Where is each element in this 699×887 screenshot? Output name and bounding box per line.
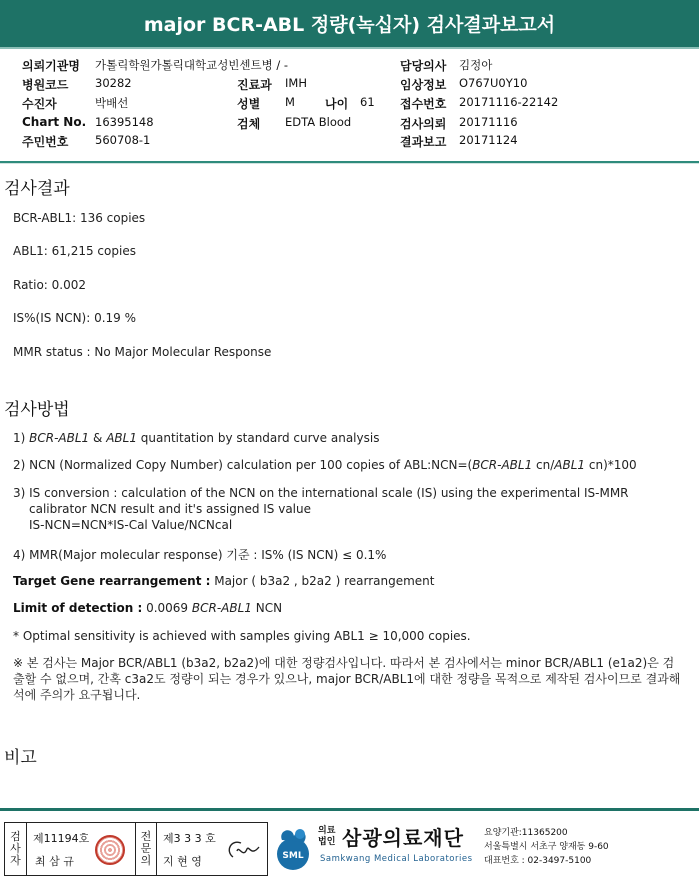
- disclaimer-note: ※ 본 검사는 Major BCR/ABL1 (b3a2, b2a2)에 대한 정량검사입니다. 따라서 본 검사에서는 minor BCR/ABL1 (e1a2)은 검출할 수 없으며, 간혹 c3a2도 정량이 되는 경우가 있으나, major BCR/ABL1에 대한 정량을 목적으로 제작된 검사이므로 결과해석에 주의가 요구됩니다.: [13, 656, 681, 702]
- specimen-value: EDTA Blood: [285, 115, 352, 129]
- org-address: 서울특별시 서초구 양재동 9-60: [484, 842, 609, 852]
- footer-divider: [0, 808, 699, 811]
- receipt-no-label: 접수번호: [400, 97, 447, 111]
- result-ratio: Ratio: 0.002: [13, 278, 87, 292]
- method-step-1-text: quantitation by standard curve analysis: [136, 431, 380, 445]
- specialist-label: 전 문 의: [135, 823, 157, 875]
- patient-value: 박배선: [95, 96, 129, 110]
- method-step-3-line-3: IS-NCN=NCN*IS-Cal Value/NCNcal: [29, 518, 233, 532]
- report-date-label: 결과보고: [400, 135, 447, 149]
- gene-abl1: ABL1: [554, 458, 586, 472]
- report-title: major BCR-ABL 정량(녹십자) 검사결과보고서: [0, 0, 699, 49]
- method-step-1-prefix: 1): [13, 431, 30, 445]
- result-is-percent: IS%(IS NCN): 0.19 %: [13, 311, 137, 325]
- signature-box: [4, 822, 268, 876]
- target-gene: [13, 574, 435, 588]
- patient-info-panel: [0, 51, 699, 163]
- method-step-3-line-2: calibrator NCN result and it's assigned IS value: [29, 502, 311, 516]
- gene-abl1: ABL1: [106, 431, 137, 445]
- examiner-license-no: 제11194호: [33, 832, 90, 845]
- header-divider-shadow: [0, 163, 699, 164]
- clinical-info-label: 임상정보: [400, 78, 447, 92]
- examiner-name: 최 삼 규: [35, 855, 74, 868]
- specialist-signature-icon: [223, 837, 263, 865]
- lod-gene: BCR-ABL1: [191, 601, 252, 615]
- lod-value: 0.0069: [142, 601, 192, 615]
- method-step-2: [13, 458, 637, 472]
- optimal-sensitivity-note: * Optimal sensitivity is achieved with samples giving ABL1 ≥ 10,000 copies.: [13, 629, 471, 643]
- sml-logo-text: SML: [282, 851, 304, 861]
- lod-unit: NCN: [251, 601, 283, 615]
- examiner-seal-icon: [95, 835, 125, 865]
- request-date-value: 20171116: [459, 115, 518, 129]
- method-step-1-amp: &: [89, 431, 107, 445]
- doctor-value: 김정아: [459, 58, 493, 72]
- department-value: IMH: [285, 76, 307, 90]
- method-step-2-prefix: 2) NCN (Normalized Copy Number) calculation per 100 copies of ABL:NCN=(: [13, 458, 473, 472]
- org-phone: 대표번호 : 02-3497-5100: [484, 856, 592, 866]
- chart-no-label: Chart No.: [22, 115, 87, 129]
- specialist-license-no: 제3 3 3 호: [163, 832, 216, 845]
- specialist-name: 지 현 영: [163, 855, 202, 868]
- receipt-no-value: 20171116-22142: [459, 95, 559, 109]
- limit-of-detection: [13, 601, 282, 615]
- examiner-label: 검 사 자: [5, 823, 27, 875]
- method-step-1: [13, 431, 379, 445]
- target-gene-value: Major ( b3a2 , b2a2 ) rearrangement: [210, 574, 435, 588]
- department-label: 진료과: [237, 78, 272, 92]
- result-abl1: ABL1: 61,215 copies: [13, 244, 136, 258]
- clinical-info-value: O767U0Y10: [459, 76, 528, 90]
- hospital-code-value: 30282: [95, 76, 132, 90]
- doctor-label: 담당의사: [400, 59, 447, 73]
- institution-label: 의뢰기관명: [22, 59, 80, 73]
- age-label: 나이: [325, 97, 349, 111]
- method-heading: 검사방법: [4, 400, 70, 420]
- method-step-3-line-1: 3) IS conversion : calculation of the NCN on the international scale (IS) using the experimental IS-MMR: [13, 486, 629, 500]
- result-bcr-abl1: BCR-ABL1: 136 copies: [13, 211, 146, 225]
- method-step-4: 4) MMR(Major molecular response) 기준 : IS% (IS NCN) ≤ 0.1%: [13, 548, 387, 562]
- remarks-heading: 비고: [4, 748, 37, 768]
- patient-label: 수진자: [22, 97, 57, 111]
- sex-label: 성별: [237, 97, 261, 111]
- target-gene-label: Target Gene rearrangement :: [13, 574, 211, 588]
- specimen-label: 검체: [237, 117, 261, 131]
- method-step-2-mid: cn/: [532, 458, 555, 472]
- institution-value: 가톨릭학원가톨릭대학교성빈센트병 / -: [95, 58, 289, 72]
- sml-logo-icon: [272, 824, 314, 872]
- method-step-2-end: cn)*100: [585, 458, 637, 472]
- age-value: 61: [360, 95, 375, 109]
- footer: [0, 818, 699, 887]
- org-code: 요양기관:11365200: [484, 828, 568, 838]
- org-type: 의료 법인: [318, 826, 336, 847]
- hospital-code-label: 병원코드: [22, 78, 69, 92]
- results-heading: 검사결과: [4, 179, 70, 199]
- result-mmr-status: MMR status : No Major Molecular Response: [13, 345, 272, 359]
- org-name: 삼광의료재단: [342, 826, 464, 850]
- gene-bcr-abl1: BCR-ABL1: [472, 458, 533, 472]
- resident-no-label: 주민번호: [22, 135, 69, 149]
- org-english-name: Samkwang Medical Laboratories: [320, 854, 473, 864]
- request-date-label: 검사의뢰: [400, 117, 447, 131]
- resident-no-value: 560708-1: [95, 133, 151, 147]
- gene-bcr-abl1: BCR-ABL1: [29, 431, 90, 445]
- lod-label: Limit of detection :: [13, 601, 143, 615]
- chart-no-value: 16395148: [95, 115, 154, 129]
- report-date-value: 20171124: [459, 133, 518, 147]
- sex-value: M: [285, 95, 295, 109]
